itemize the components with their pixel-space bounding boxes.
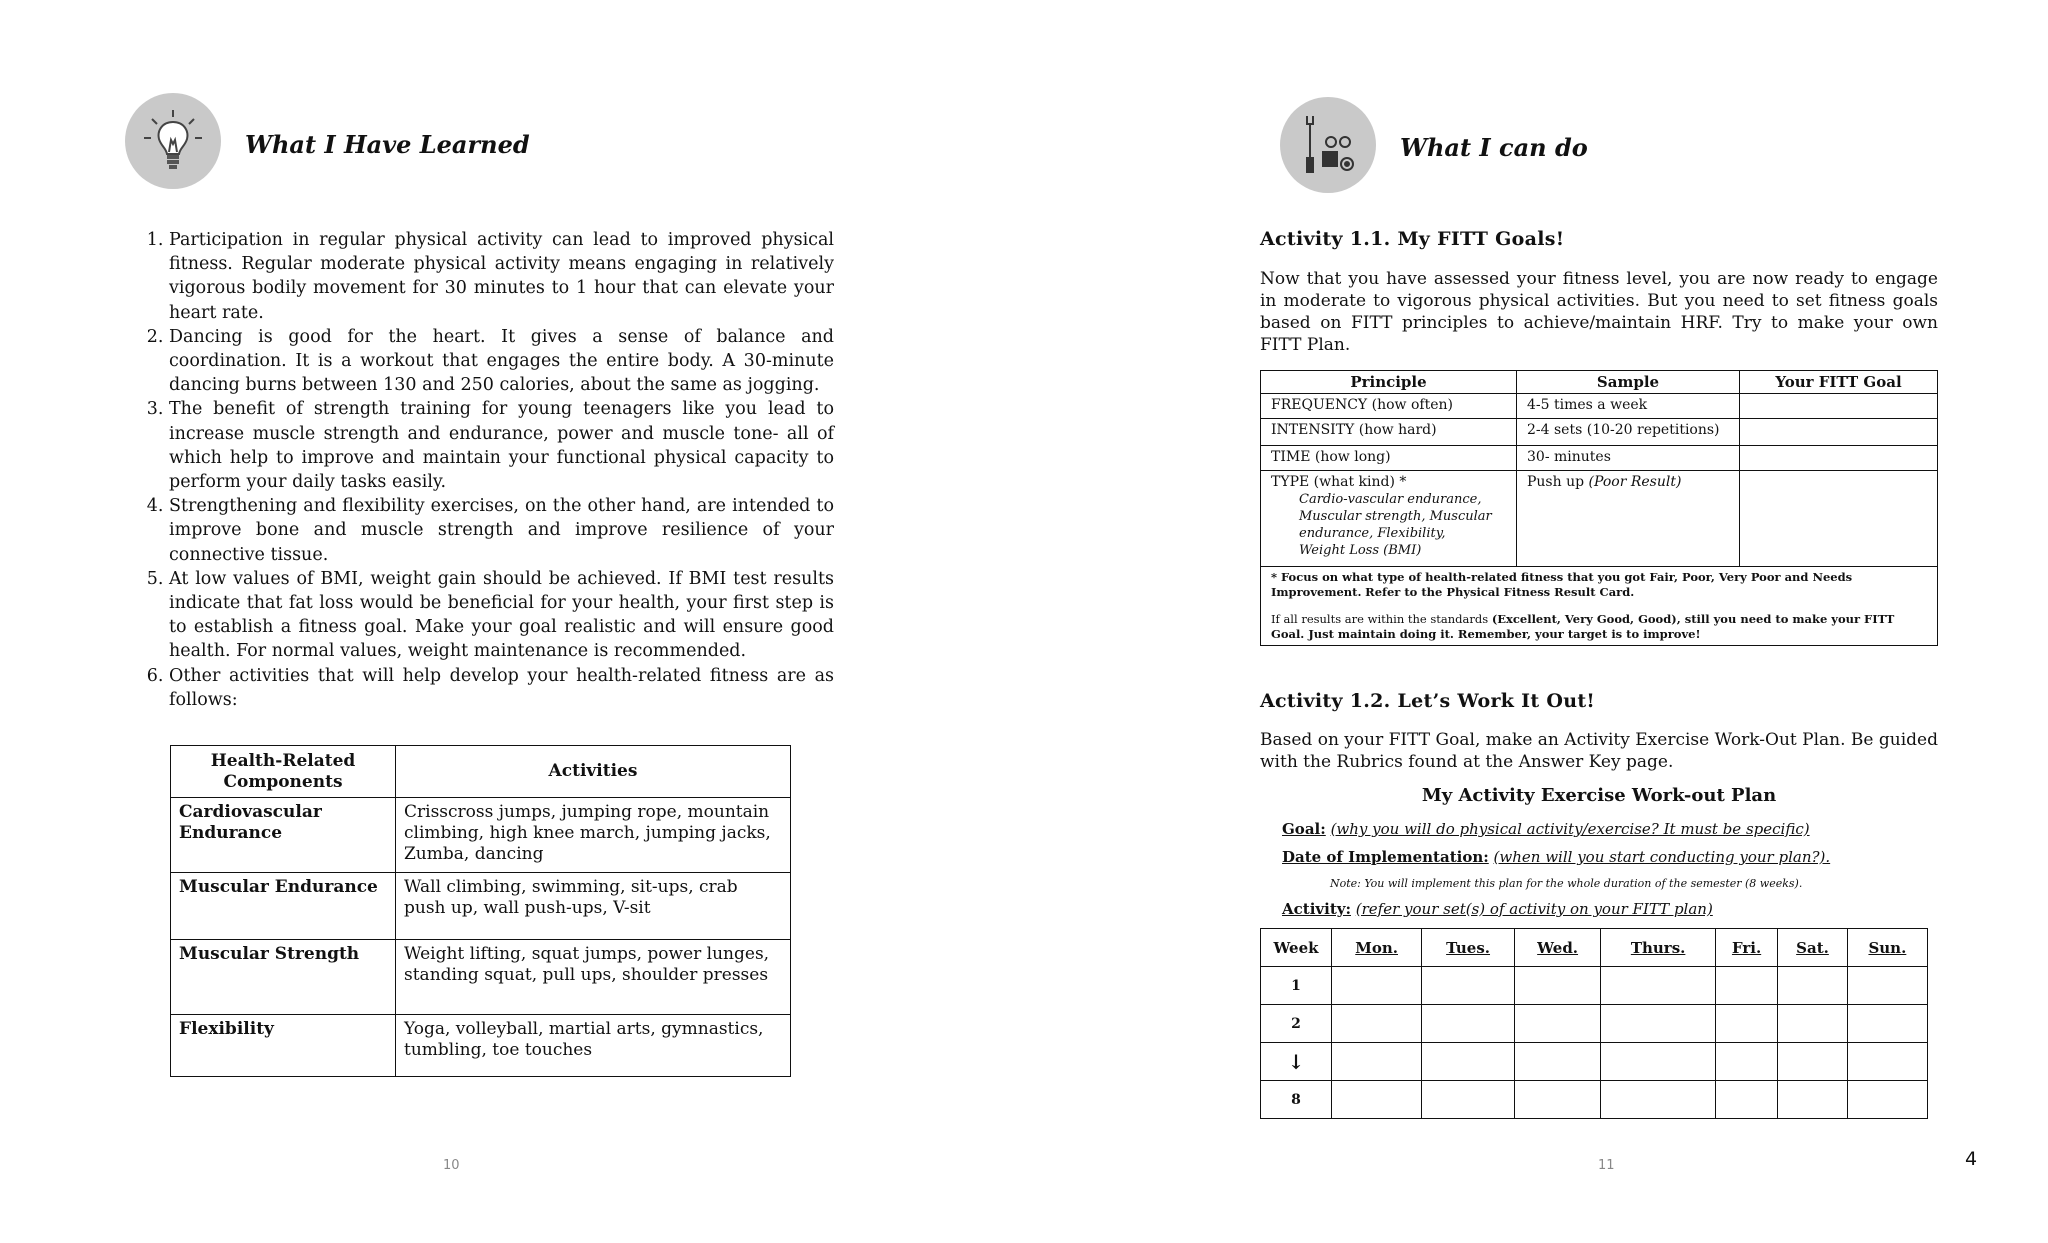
fitt-table (1260, 370, 1938, 646)
table-header: Principle (1261, 371, 1517, 394)
fitt-note: * Focus on what type of health-related fitness that you got Fair, Poor, Very Poor and Needs Improvement. Refer to the Physical Fitness Result Card. If all results are within the standards (Excellent, Very Good, Good), still you need to make your FITT Goal. Just maintain doing it. Remember, your target is to improve! (1261, 567, 1938, 646)
component-cell: Flexibility (171, 1015, 396, 1077)
table-header: Sample (1517, 371, 1740, 394)
activities-cell: Yoga, volleyball, martial arts, gymnastics, tumbling, toe touches (396, 1015, 791, 1077)
list-item: 5. At low values of BMI, weight gain should be achieved. If BMI test results indicate that fat loss would be beneficial for your health, your first step is to establish a fitness goal. Make your goal realistic and will ensure good health. For normal values, weight maintenance is recommended. (169, 567, 834, 664)
page-number: 10 (443, 1158, 460, 1173)
table-row (1261, 419, 1938, 446)
left-page (125, 0, 834, 1243)
week-arrow: ↓ (1261, 1043, 1332, 1081)
list-item: 4. Strengthening and flexibility exercises, on the other hand, are intended to improve bone and muscle strength and improve resilience of your connective tissue. (169, 494, 834, 567)
principle-cell (1261, 471, 1517, 567)
type-sample-note: (Poor Result) (1588, 474, 1682, 490)
day-header: Mon. (1332, 929, 1422, 967)
table-row (1261, 967, 1928, 1005)
sample-cell: 30- minutes (1517, 446, 1740, 471)
week-header: Week (1261, 929, 1332, 967)
section-title: What I can do (1400, 133, 1588, 162)
table-row (1261, 567, 1938, 646)
week-cell: 1 (1261, 967, 1332, 1005)
sample-cell (1517, 471, 1740, 567)
lightbulb-icon (125, 93, 221, 189)
day-header: Sat. (1778, 929, 1848, 967)
list-item: 3. The benefit of strength training for young teenagers like you lead to increase muscle strength and endurance, power and muscle tone- all of which help to improve and maintain your functional physical capacity to perform your daily tasks easily. (169, 397, 834, 494)
table-row (1261, 1043, 1928, 1081)
principle-cell: INTENSITY (how hard) (1261, 419, 1517, 446)
sample-cell: 4-5 times a week (1517, 394, 1740, 419)
table-row (1261, 446, 1938, 471)
table-row (1261, 394, 1938, 419)
goal-cell[interactable] (1740, 446, 1938, 471)
component-cell: Muscular Endurance (171, 873, 396, 940)
day-header: Fri. (1715, 929, 1777, 967)
date-line: Date of Implementation: (when will you start conducting your plan?). (1282, 848, 1831, 866)
page-number: 11 (1598, 1158, 1615, 1173)
plan-title: My Activity Exercise Work-out Plan (1421, 785, 1777, 806)
principle-cell: TIME (how long) (1261, 446, 1517, 471)
tools-icon (1280, 97, 1376, 193)
week-cell: 2 (1261, 1005, 1332, 1043)
activity-2-title: Activity 1.2. Let’s Work It Out! (1260, 690, 1596, 712)
list-item: 2. Dancing is good for the heart. It gives a sense of balance and coordination. It is a workout that engages the entire body. A 30-minute dancing burns between 130 and 250 calories, about the same as jogging. (169, 325, 834, 398)
table-row (171, 873, 791, 940)
plan-note: Note: You will implement this plan for the whole duration of the semester (8 weeks). (1330, 877, 1803, 890)
table-header: Your FITT Goal (1740, 371, 1938, 394)
activities-cell: Weight lifting, squat jumps, power lunges, standing squat, pull ups, shoulder presses (396, 940, 791, 1015)
table-row (171, 1015, 791, 1077)
principle-cell: FREQUENCY (how often) (1261, 394, 1517, 419)
sheet-number: 4 (1965, 1148, 1978, 1170)
activities-cell: Crisscross jumps, jumping rope, mountain climbing, high knee march, jumping jacks, Zumba, dancing (396, 798, 791, 873)
goal-cell[interactable] (1740, 471, 1938, 567)
list-item: 6. Other activities that will help develop your health-related fitness are as follows: (169, 664, 834, 712)
type-sample: Push up (1527, 474, 1585, 490)
activity-1-title: Activity 1.1. My FITT Goals! (1260, 228, 1565, 250)
table-row (1261, 1005, 1928, 1043)
goal-cell[interactable] (1740, 394, 1938, 419)
week-table (1260, 928, 1928, 1119)
goal-line: Goal: (why you will do physical activity/exercise? It must be specific) (1282, 820, 1810, 838)
day-header: Sun. (1847, 929, 1927, 967)
table-row (1261, 1081, 1928, 1119)
right-page (1260, 0, 1960, 1243)
components-table (170, 745, 791, 1077)
activity-line: Activity: (refer your set(s) of activity on your FITT plan) (1282, 900, 1713, 918)
type-sub: endurance, Flexibility, (1299, 526, 1446, 541)
activity-1-paragraph: Now that you have assessed your fitness level, you are now ready to engage in moderate to vigorous physical activities. But you need to set fitness goals based on FITT principles to achieve/maintain HRF. Try to make your own FITT Plan. (1260, 269, 1938, 355)
goal-cell[interactable] (1740, 419, 1938, 446)
type-sub: Weight Loss (BMI) (1299, 543, 1422, 558)
week-cell: 8 (1261, 1081, 1332, 1119)
sample-cell: 2-4 sets (10-20 repetitions) (1517, 419, 1740, 446)
day-header: Thurs. (1601, 929, 1716, 967)
table-header: Activities (396, 746, 791, 798)
day-header: Tues. (1422, 929, 1515, 967)
table-row (1261, 471, 1938, 567)
day-header: Wed. (1514, 929, 1600, 967)
component-cell: Cardiovascular Endurance (171, 798, 396, 873)
type-sub: Cardio-vascular endurance, (1299, 492, 1482, 507)
list-item: 1. Participation in regular physical activity can lead to improved physical fitness. Regular moderate physical activity means engaging in relatively vigorous bodily movement for 30 minutes to 1 hour that can elevate your heart rate. (169, 228, 834, 325)
type-sub: Muscular strength, Muscular (1299, 509, 1492, 524)
activities-cell: Wall climbing, swimming, sit-ups, crab push up, wall push-ups, V-sit (396, 873, 791, 940)
activity-2-paragraph: Based on your FITT Goal, make an Activity Exercise Work-Out Plan. Be guided with the Rubrics found at the Answer Key page. (1260, 730, 1938, 772)
table-row (171, 798, 791, 873)
learned-list (125, 228, 834, 712)
table-header: Health-Related Components (171, 746, 396, 798)
section-title: What I Have Learned (245, 130, 530, 159)
table-row (171, 940, 791, 1015)
component-cell: Muscular Strength (171, 940, 396, 1015)
type-principle: TYPE (what kind) * (1271, 474, 1407, 490)
